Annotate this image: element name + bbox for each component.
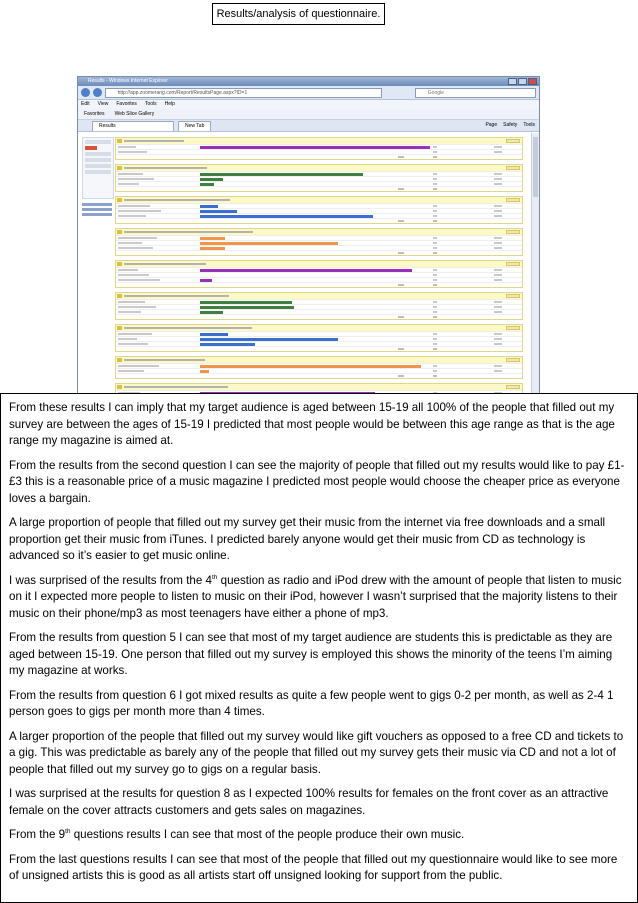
question-total [116, 314, 522, 319]
paragraph-text: I was surprised of the results from the 4 [9, 573, 212, 587]
question-panel [115, 260, 523, 288]
menu-view: View [97, 101, 109, 107]
paragraph-unsigned: From the last questions results I can see that most of the people that filled out my questionnaire would like to see more of unsigned artists this is good as all artists start off unsigned looking for support from the public. [9, 852, 618, 882]
paragraph-text: question as radio and iPod drew with the amount of people that listen to music on it I expected more people to listen to music on their iPod, however I wasn’t surprised that the majority listens to their music on their phone/mp3 as most teenagers have either a phone of mp3. [9, 573, 622, 620]
address-bar [78, 86, 539, 100]
question-panel [115, 292, 523, 320]
answer-percent [494, 146, 502, 148]
answer-percent [494, 365, 502, 367]
safety-menu: Safety [503, 122, 518, 128]
answer-label [118, 333, 152, 335]
total-label [398, 188, 404, 190]
sidebar-links [82, 203, 112, 218]
question-number [117, 358, 122, 362]
answer-label [118, 279, 160, 281]
answer-percent [494, 205, 502, 207]
answer-label [118, 311, 141, 313]
answer-count [433, 370, 437, 372]
total-label [398, 220, 404, 222]
answer-percent [494, 311, 502, 313]
answer-percent [494, 173, 502, 175]
sidebar-row [85, 158, 111, 162]
address-input: http://app.zoomerang.com/Report/ResultsPage.aspx?ID=1 [105, 88, 382, 98]
paragraph-music-source: A large proportion of people that filled out my survey get their music from the internet via free downloads and a small proportion get their music from iTunes. I predicted barely anyone would get their music from CD as technology is advanced so it’s easier to get music online. [9, 516, 606, 562]
question-total [116, 218, 522, 223]
question-number [117, 294, 122, 298]
question-number [117, 262, 122, 266]
paragraph-age: From these results I can imply that my target audience is aged between 15-19 all 100% of the people that filled out my survey are between the ages of 15-19 I predicted that most people would be between this age range as that is the age range my magazine is aimed at. [9, 401, 615, 447]
answer-count [433, 301, 437, 303]
browser-screenshot [77, 76, 540, 398]
paragraph-price: From the results from the second question I can see the majority of people that filled out my results would like to pay £1-£3 this is a reasonable price of a music magazine I predicted most people would choose the cheaper price as everyone loves a bargain. [9, 458, 625, 505]
question-text [124, 263, 206, 265]
answer-count [433, 242, 437, 244]
question-panel [115, 228, 523, 256]
window-controls [508, 78, 537, 85]
answer-count [433, 279, 437, 281]
question-tag [506, 326, 520, 330]
total-label [398, 316, 404, 318]
sidebar-row [85, 146, 97, 150]
search-input: Google [415, 88, 536, 98]
answer-label [118, 274, 149, 276]
sidebar-link [82, 213, 112, 216]
question-text [124, 140, 184, 142]
answer-label [118, 183, 139, 185]
total-count [433, 252, 437, 254]
answer-label [118, 301, 145, 303]
question-number [117, 230, 122, 234]
question-total [116, 282, 522, 287]
back-icon [81, 88, 90, 97]
tab-new: New Tab [178, 121, 211, 131]
answer-label [118, 146, 136, 148]
paragraph-incentive: A larger proportion of the people that filled out my survey would like gift vouchers as opposed to a free CD and tickets to a gig. This was predictable as barely any of the people that filled out my survey gets their music via CD and not a lot of people that filled out my survey go to gigs on a regular basis. [9, 729, 624, 776]
tab-results: Results [92, 121, 174, 131]
answer-count [433, 151, 437, 153]
question-text [124, 295, 229, 297]
favorites-label: Favorites [84, 111, 105, 117]
question-panel [115, 356, 523, 379]
paragraph-gigs: From the results from question 6 I got mixed results as quite a few people went to gigs 0-2 per month, as well as 2-4 1 person goes to gigs per month more than 4 times. [9, 688, 614, 718]
sidebar-link [82, 203, 112, 206]
answer-percent [494, 370, 502, 372]
question-tag [506, 166, 520, 170]
answer-percent [494, 247, 502, 249]
answer-count [433, 311, 437, 313]
answer-count [433, 183, 437, 185]
sidebar-row [85, 170, 111, 174]
paragraph-cover: I was surprised at the results for question 8 as I expected 100% results for females on the front cover as an attractive female on the cover attracts customers and gets sales on magazines. [9, 787, 609, 817]
question-number [117, 326, 122, 330]
answer-label [118, 365, 159, 367]
question-number [117, 198, 122, 202]
command-bar [485, 122, 535, 128]
total-label [398, 156, 404, 158]
answer-percent [494, 274, 502, 276]
total-count [433, 348, 437, 350]
ordinal-suffix: th [211, 573, 218, 581]
answer-count [433, 343, 437, 345]
answer-percent [494, 269, 502, 271]
answer-count [433, 274, 437, 276]
answer-count [433, 306, 437, 308]
answer-percent [494, 333, 502, 335]
answer-count [433, 333, 437, 335]
answer-label [118, 306, 156, 308]
forward-icon [93, 88, 102, 97]
sidebar-row [85, 140, 111, 144]
question-number [117, 166, 122, 170]
paragraph-produce [9, 827, 629, 844]
total-label [398, 284, 404, 286]
document-title: Results/analysis of questionnaire. [212, 3, 385, 25]
close-icon [528, 78, 537, 85]
answer-percent [494, 279, 502, 281]
menu-tools: Tools [144, 101, 157, 107]
answer-count [433, 338, 437, 340]
question-tag [506, 262, 520, 266]
answer-count [433, 237, 437, 239]
answer-count [433, 269, 437, 271]
answer-count [433, 146, 437, 148]
answer-percent [494, 178, 502, 180]
question-panel [115, 137, 523, 160]
tab-strip [78, 120, 539, 132]
question-number [117, 139, 122, 143]
menu-bar [78, 100, 539, 109]
question-text [124, 327, 252, 329]
answer-label [118, 242, 142, 244]
question-panel [115, 164, 523, 192]
total-count [433, 188, 437, 190]
sidebar-link [82, 208, 112, 211]
question-total [116, 346, 522, 351]
answer-label [118, 237, 157, 239]
answer-percent [494, 210, 502, 212]
question-panel [115, 196, 523, 224]
answer-percent [494, 301, 502, 303]
answer-label [118, 269, 138, 271]
answer-count [433, 215, 437, 217]
answer-count [433, 205, 437, 207]
sidebar-row [85, 164, 111, 168]
scrollbar-thumb [533, 137, 538, 197]
page-menu: Page [485, 122, 498, 128]
question-tag [506, 139, 520, 143]
paragraph-occupation: From the results from question 5 I can see that most of my target audience are students this is predictable as they are aged between 15-19. One person that filled out my survey is employed this shows the minority of the teens I’m aiming my magazine at works. [9, 631, 613, 677]
answer-label [118, 370, 144, 372]
menu-edit: Edit [81, 101, 90, 107]
minimize-icon [508, 78, 517, 85]
results-list [115, 137, 523, 398]
answer-percent [494, 242, 502, 244]
question-panel [115, 324, 523, 352]
browser-window-title: Results - Windows Internet Explorer [88, 78, 168, 84]
answer-label [118, 205, 150, 207]
answer-label [118, 338, 137, 340]
total-label [398, 375, 404, 377]
answer-count [433, 365, 437, 367]
question-text [124, 199, 230, 201]
ordinal-suffix: th [65, 828, 71, 836]
question-total [116, 154, 522, 159]
total-count [433, 284, 437, 286]
scrollbar [531, 133, 539, 397]
analysis-text [0, 393, 638, 903]
question-tag [506, 358, 520, 362]
question-tag [506, 198, 520, 202]
total-count [433, 316, 437, 318]
tools-menu: Tools [523, 122, 535, 128]
menu-help: Help [164, 101, 175, 107]
browser-title-bar [78, 77, 539, 86]
web-slice-gallery: Web Slice Gallery [114, 111, 155, 117]
answer-label [118, 151, 147, 153]
question-total [116, 250, 522, 255]
favorites-bar [78, 109, 539, 120]
answer-label [118, 173, 143, 175]
answer-label [118, 215, 146, 217]
total-label [398, 252, 404, 254]
answer-label [118, 178, 154, 180]
sidebar-row [85, 152, 111, 156]
answer-percent [494, 343, 502, 345]
answer-percent [494, 306, 502, 308]
answer-label [118, 210, 161, 212]
total-count [433, 375, 437, 377]
question-text [124, 167, 207, 169]
paragraph-device [9, 573, 629, 623]
answer-count [433, 210, 437, 212]
question-total [116, 373, 522, 378]
total-count [433, 220, 437, 222]
maximize-icon [518, 78, 527, 85]
paragraph-text: questions results I can see that most of the people produce their own music. [70, 828, 465, 841]
answer-label [118, 343, 148, 345]
answer-percent [494, 183, 502, 185]
question-text [124, 359, 205, 361]
answer-count [433, 247, 437, 249]
question-text [124, 231, 253, 233]
paragraph-text: From the 9 [9, 828, 66, 841]
question-total [116, 186, 522, 191]
answer-percent [494, 151, 502, 153]
answer-label [118, 247, 153, 249]
total-label [398, 348, 404, 350]
question-number [117, 385, 122, 389]
answer-count [433, 173, 437, 175]
answer-percent [494, 237, 502, 239]
answer-percent [494, 215, 502, 217]
question-tag [506, 385, 520, 389]
answer-count [433, 178, 437, 180]
report-sidebar [82, 137, 114, 199]
menu-favorites: Favorites [116, 101, 137, 107]
question-tag [506, 294, 520, 298]
question-tag [506, 230, 520, 234]
answer-percent [494, 338, 502, 340]
total-count [433, 156, 437, 158]
browser-content [78, 133, 539, 397]
question-text [124, 386, 228, 388]
